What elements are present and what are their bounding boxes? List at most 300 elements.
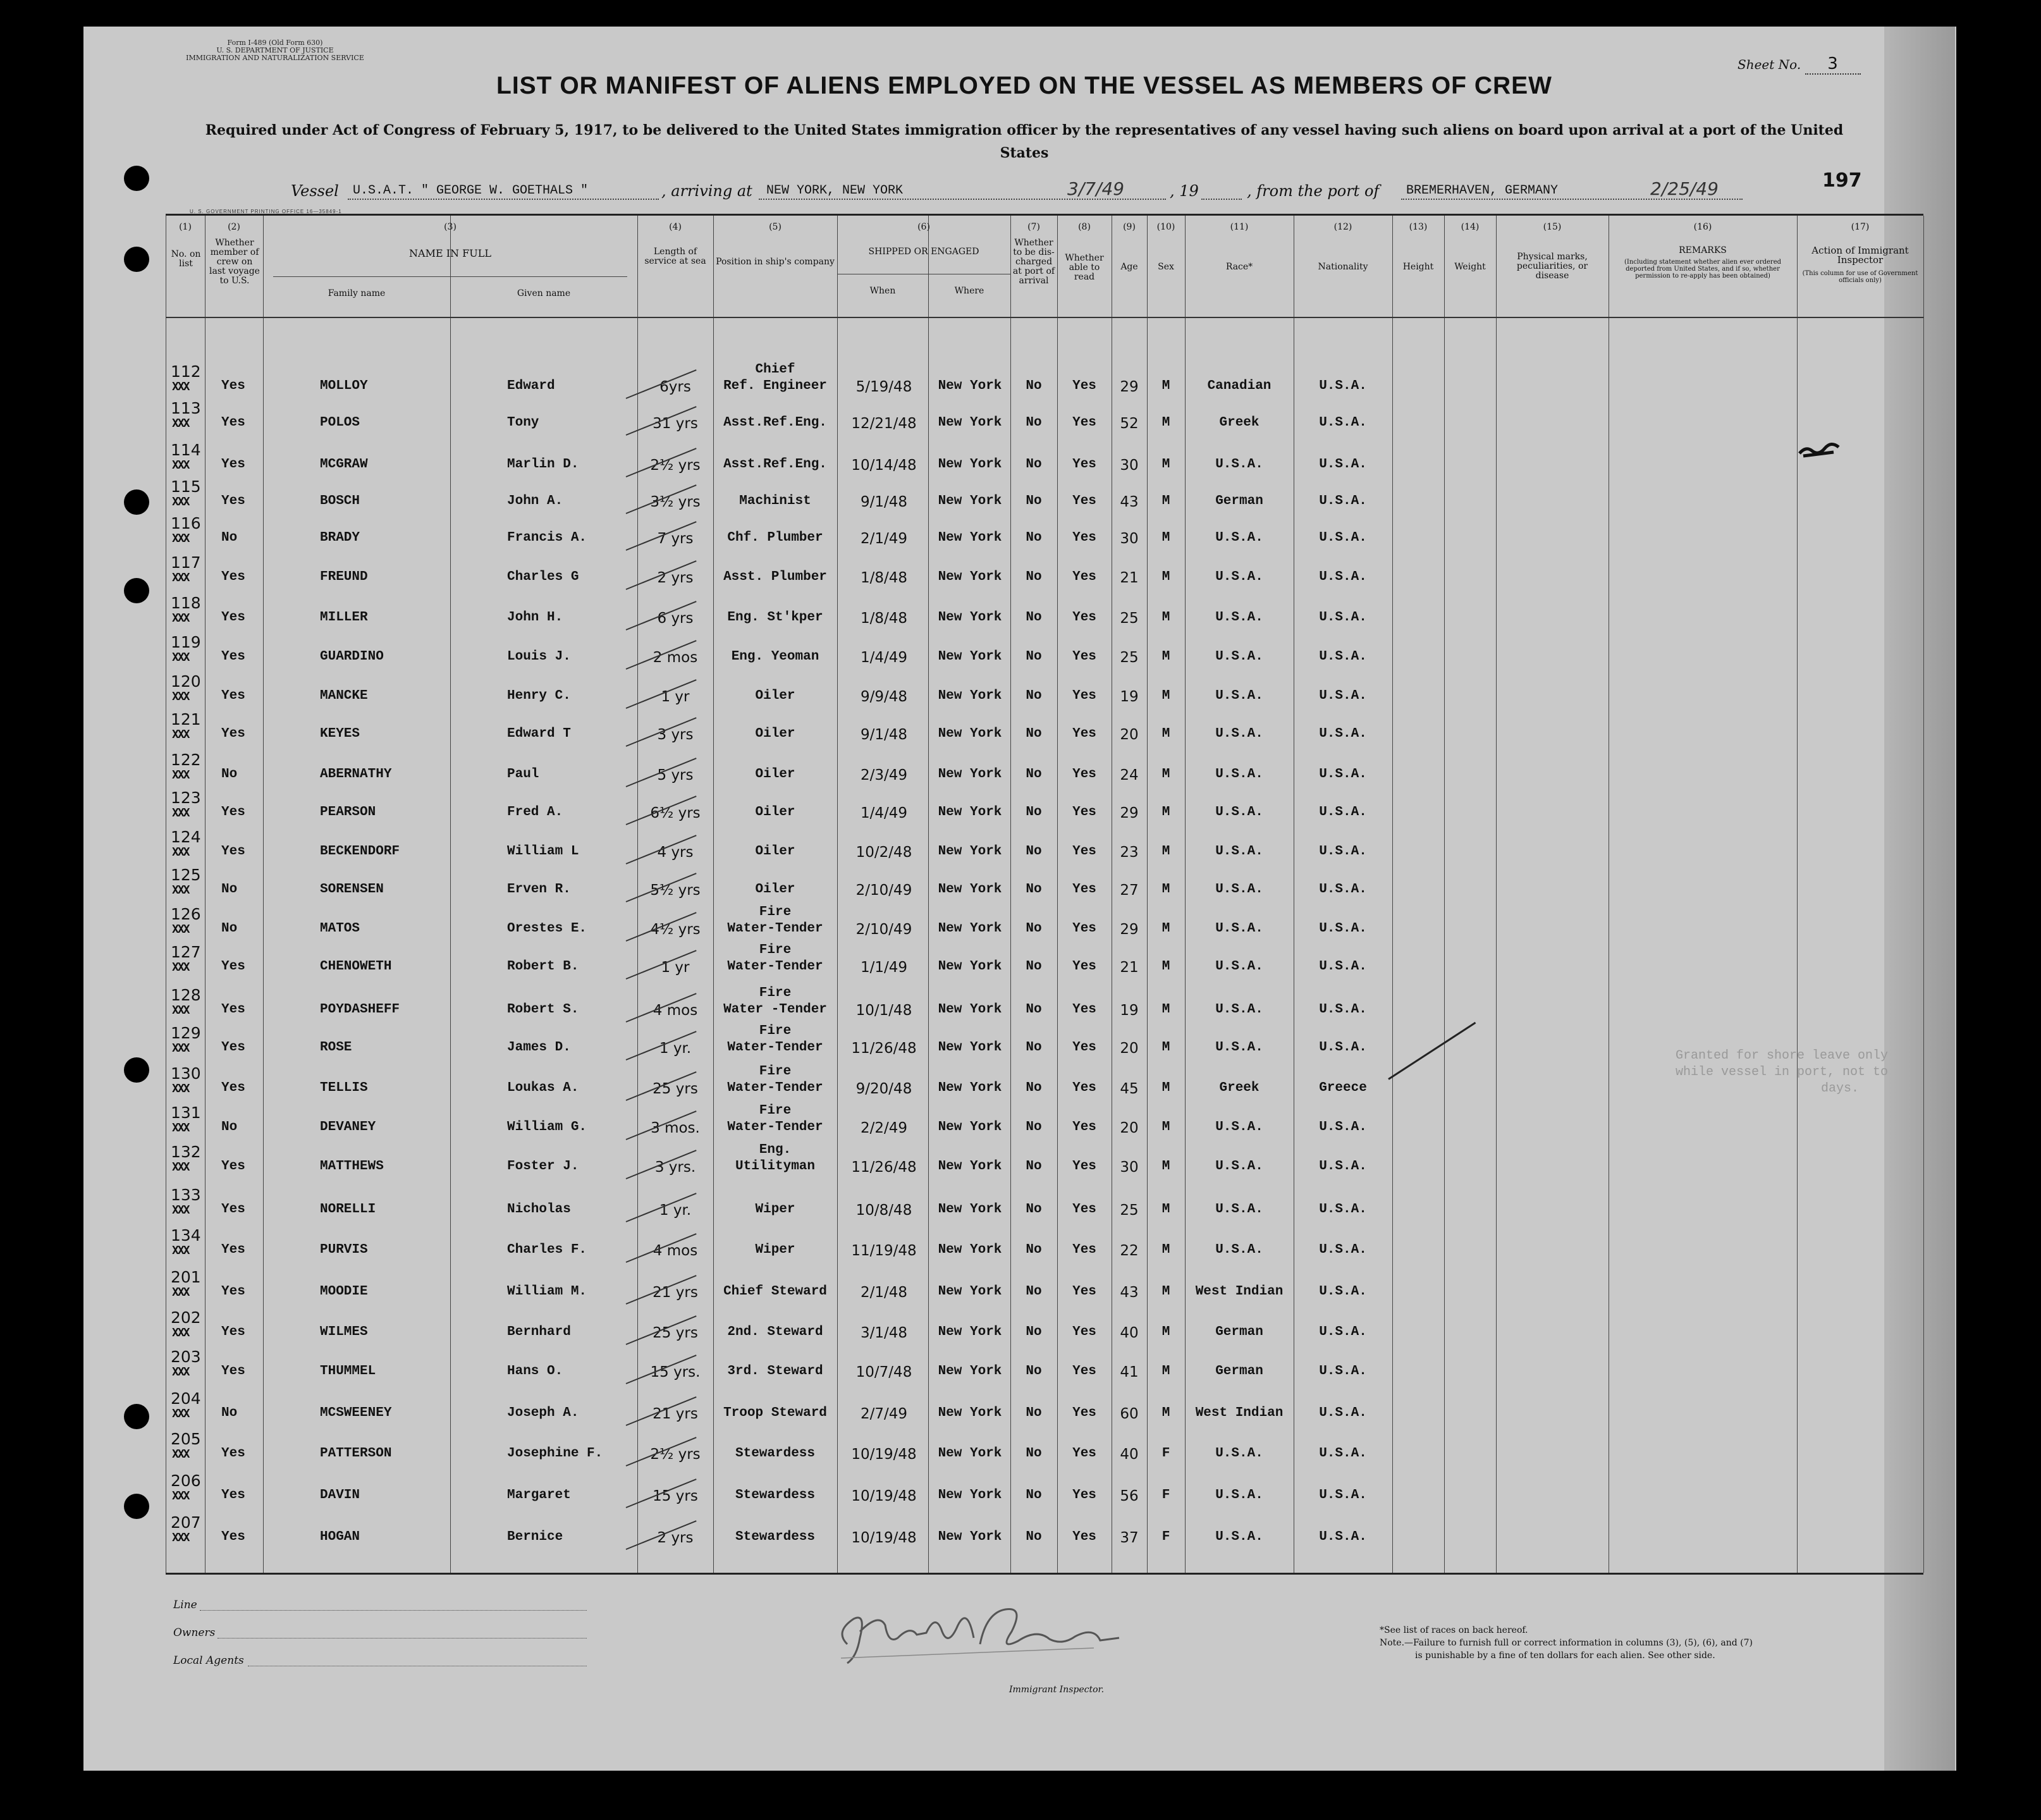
discharged-cell: No <box>1026 494 1042 508</box>
read-cell: Yes <box>1072 415 1096 430</box>
footer-notes <box>1380 1624 1753 1662</box>
length-cell: 3 yrs. <box>654 1159 696 1176</box>
given-name-cell: William M. <box>507 1284 587 1299</box>
position-cell: 3rd. Steward <box>727 1364 823 1379</box>
row-number: 125 <box>171 866 201 884</box>
race-cell: U.S.A. <box>1215 1488 1263 1503</box>
read-cell: Yes <box>1072 921 1096 936</box>
sex-cell: M <box>1161 727 1170 741</box>
position-cell: Wiper <box>755 1202 795 1217</box>
race-cell: U.S.A. <box>1215 882 1263 897</box>
given-name-cell: Henry C. <box>507 689 571 703</box>
length-cell: 21 yrs <box>653 1284 698 1301</box>
read-cell: Yes <box>1072 457 1096 472</box>
penalty-note: Note.—Failure to furnish full or correct information in columns (3), (5), (6), and (7) <box>1380 1638 1753 1648</box>
age-cell: 29 <box>1120 379 1139 395</box>
col-num-17: (17) <box>1851 222 1870 232</box>
race-note: *See list of races on back hereof. <box>1380 1625 1528 1635</box>
read-cell: Yes <box>1072 1406 1096 1420</box>
race-cell: German <box>1215 494 1263 508</box>
age-cell: 19 <box>1120 689 1139 705</box>
read-cell: Yes <box>1072 1040 1096 1055</box>
discharged-cell: No <box>1026 1243 1042 1257</box>
sex-cell: M <box>1161 1040 1170 1055</box>
race-cell: U.S.A. <box>1215 1040 1263 1055</box>
column-rule <box>1444 216 1445 1573</box>
sex-cell: M <box>1161 379 1170 393</box>
vessel-name: U.S.A.T. " GEORGE W. GOETHALS " <box>353 183 589 198</box>
struck-number-mark: XXX <box>172 690 189 703</box>
sheet-value: 3 <box>1805 54 1861 75</box>
age-cell: 20 <box>1120 1120 1139 1136</box>
header-sex: Sex <box>1158 262 1174 272</box>
struck-number-mark: XXX <box>172 651 189 664</box>
sex-cell: M <box>1161 882 1170 897</box>
local-agents-label: Local Agents <box>173 1654 244 1667</box>
line-field <box>200 1610 587 1611</box>
family-name-cell: MCGRAW <box>320 457 368 472</box>
header-family-name: Family name <box>328 288 386 298</box>
voyage-cell: Yes <box>221 689 245 703</box>
read-cell: Yes <box>1072 1159 1096 1174</box>
position-cell: Asst.Ref.Eng. <box>723 415 827 430</box>
race-cell: Greek <box>1219 415 1260 430</box>
family-name-cell: NORELLI <box>320 1202 376 1217</box>
nationality-cell: U.S.A. <box>1319 844 1367 859</box>
line-label: Line <box>173 1599 197 1611</box>
length-cell: 3½ yrs <box>650 494 701 510</box>
where-cell: New York <box>938 1364 1002 1379</box>
voyage-cell: Yes <box>221 1202 245 1217</box>
form-identifier <box>171 39 379 62</box>
struck-number-mark: XXX <box>172 768 189 782</box>
nationality-cell: U.S.A. <box>1319 1530 1367 1544</box>
departure-date: 2/25/49 <box>1650 178 1719 199</box>
col-num-2: (2) <box>228 222 240 232</box>
position-line-1: Fire <box>759 1064 792 1079</box>
where-cell: New York <box>938 1159 1002 1174</box>
row-number: 118 <box>171 594 201 612</box>
family-name-cell: MOLLOY <box>320 379 368 393</box>
col-num-7: (7) <box>1027 222 1040 232</box>
where-cell: New York <box>938 1325 1002 1339</box>
header-remarks-note: (Including statement whether alien ever ordered deported from United States, and if so, whether permission to re-apply has been obtained) <box>1624 259 1782 280</box>
family-name-cell: BECKENDORF <box>320 844 400 859</box>
length-cell: 25 yrs <box>653 1081 698 1097</box>
when-cell: 1/4/49 <box>860 649 908 666</box>
race-cell: U.S.A. <box>1215 959 1263 974</box>
struck-number-mark: XXX <box>172 728 189 741</box>
race-cell: German <box>1215 1325 1263 1339</box>
sex-cell: M <box>1161 1284 1170 1299</box>
age-cell: 29 <box>1120 921 1139 938</box>
voyage-cell: Yes <box>221 494 245 508</box>
when-cell: 1/4/49 <box>860 805 908 821</box>
read-cell: Yes <box>1072 649 1096 664</box>
sex-cell: M <box>1161 1120 1170 1134</box>
column-rule <box>263 216 264 1573</box>
length-cell: 25 yrs <box>653 1325 698 1341</box>
struck-number-mark: XXX <box>172 417 189 430</box>
discharged-cell: No <box>1026 610 1042 625</box>
age-cell: 22 <box>1120 1243 1139 1259</box>
when-cell: 9/9/48 <box>860 689 908 705</box>
voyage-cell: Yes <box>221 1364 245 1379</box>
length-cell: 1 yr. <box>659 1202 692 1219</box>
arriving-label: , arriving at <box>661 182 752 200</box>
col-num-10: (10) <box>1156 222 1175 232</box>
position-cell: Water-Tender <box>727 1081 823 1095</box>
row-number: 134 <box>171 1226 201 1245</box>
sex-cell: M <box>1161 959 1170 974</box>
punch-hole <box>124 489 149 515</box>
sex-cell: M <box>1161 1364 1170 1379</box>
vessel-label: Vessel <box>291 182 339 200</box>
sex-cell: M <box>1161 844 1170 859</box>
nationality-cell: U.S.A. <box>1319 1040 1367 1055</box>
read-cell: Yes <box>1072 1530 1096 1544</box>
age-cell: 41 <box>1120 1364 1139 1380</box>
age-cell: 24 <box>1120 767 1139 784</box>
discharged-cell: No <box>1026 1081 1042 1095</box>
header-last-voyage: Whether member of crew on last voyage to U.S. <box>209 238 260 286</box>
year-label: , 19 <box>1170 182 1199 200</box>
row-number: 207 <box>171 1513 201 1532</box>
column-rule <box>1392 216 1393 1573</box>
read-cell: Yes <box>1072 494 1096 508</box>
when-cell: 1/8/48 <box>860 610 908 627</box>
header-where: Where <box>954 286 984 296</box>
voyage-cell: Yes <box>221 610 245 625</box>
header-given-name: Given name <box>517 288 571 298</box>
where-cell: New York <box>938 379 1002 393</box>
struck-number-mark: XXX <box>172 845 189 859</box>
length-cell: 3 mos. <box>651 1120 700 1136</box>
printing-office-line: U. S. GOVERNMENT PRINTING OFFICE 16—35849-1 <box>190 209 342 214</box>
nationality-cell: U.S.A. <box>1319 457 1367 472</box>
voyage-cell: Yes <box>221 570 245 584</box>
read-cell: Yes <box>1072 570 1096 584</box>
vessel-info-line <box>291 178 1884 204</box>
when-cell: 10/1/48 <box>855 1002 912 1019</box>
voyage-cell: No <box>221 767 238 782</box>
col-num-9: (9) <box>1123 222 1136 232</box>
row-number: 206 <box>171 1472 201 1490</box>
column-rule <box>1923 216 1924 1573</box>
sex-cell: M <box>1161 1406 1170 1420</box>
position-cell: Water-Tender <box>727 1040 823 1055</box>
row-number: 129 <box>171 1024 201 1042</box>
document-subtitle: Required under Act of Congress of February 5, 1917, to be delivered to the United States immigration officer by the representatives of any vessel having such aliens on board upon arrival at a port of the United States <box>205 122 1844 161</box>
header-age: Age <box>1120 262 1138 272</box>
length-cell: 7 yrs <box>657 531 694 547</box>
when-cell: 2/10/49 <box>855 921 912 938</box>
age-cell: 25 <box>1120 649 1139 666</box>
sex-cell: F <box>1161 1488 1170 1503</box>
column-rule <box>1797 216 1798 1573</box>
where-cell: New York <box>938 727 1002 741</box>
where-cell: New York <box>938 531 1002 545</box>
row-number: 204 <box>171 1389 201 1408</box>
arriving-port: NEW YORK, NEW YORK <box>766 183 904 198</box>
length-cell: 1 yr. <box>659 1040 692 1057</box>
length-cell: 6 yrs <box>657 610 694 627</box>
position-cell: Ref. Engineer <box>723 379 827 393</box>
race-cell: U.S.A. <box>1215 1446 1263 1461</box>
nationality-cell: U.S.A. <box>1319 1002 1367 1017</box>
position-cell: Oiler <box>755 882 795 897</box>
row-number: 117 <box>171 553 201 572</box>
owners-label: Owners <box>173 1626 216 1639</box>
discharged-cell: No <box>1026 805 1042 820</box>
family-name-cell: MILLER <box>320 610 368 625</box>
sex-cell: M <box>1161 1159 1170 1174</box>
nationality-cell: U.S.A. <box>1319 494 1367 508</box>
voyage-cell: Yes <box>221 1284 245 1299</box>
family-name-cell: FREUND <box>320 570 368 584</box>
race-cell: German <box>1215 1364 1263 1379</box>
where-cell: New York <box>938 570 1002 584</box>
family-name-cell: WILMES <box>320 1325 368 1339</box>
read-cell: Yes <box>1072 1202 1096 1217</box>
age-cell: 43 <box>1120 494 1139 510</box>
where-cell: New York <box>938 921 1002 936</box>
voyage-cell: Yes <box>221 415 245 430</box>
voyage-cell: No <box>221 1120 238 1134</box>
when-cell: 2/7/49 <box>860 1406 908 1422</box>
voyage-cell: No <box>221 921 238 936</box>
race-cell: U.S.A. <box>1215 570 1263 584</box>
row-number: 130 <box>171 1064 201 1083</box>
discharged-cell: No <box>1026 379 1042 393</box>
header-weight: Weight <box>1454 262 1486 272</box>
subheader-rule <box>273 276 627 277</box>
pen-slash <box>1388 1022 1476 1080</box>
header-bottom-rule <box>166 317 1923 318</box>
sex-cell: M <box>1161 689 1170 703</box>
family-name-cell: SORENSEN <box>320 882 384 897</box>
race-cell: U.S.A. <box>1215 531 1263 545</box>
discharged-cell: No <box>1026 1040 1042 1055</box>
when-cell: 10/19/48 <box>851 1530 917 1546</box>
dotted-rule <box>759 199 1166 200</box>
length-cell: 4½ yrs <box>650 921 701 938</box>
where-cell: New York <box>938 1040 1002 1055</box>
nationality-cell: U.S.A. <box>1319 882 1367 897</box>
when-cell: 1/1/49 <box>860 959 908 976</box>
family-name-cell: GUARDINO <box>320 649 384 664</box>
given-name-cell: Josephine F. <box>507 1446 603 1461</box>
row-number: 202 <box>171 1308 201 1327</box>
sex-cell: M <box>1161 570 1170 584</box>
when-cell: 10/19/48 <box>851 1446 917 1463</box>
header-discharged: Whether to be dis-charged at port of arrival <box>1012 238 1055 286</box>
header-when: When <box>869 286 896 296</box>
row-number: 126 <box>171 905 201 923</box>
given-name-cell: James D. <box>507 1040 571 1055</box>
family-name-cell: DEVANEY <box>320 1120 376 1134</box>
struck-number-mark: XXX <box>172 1160 189 1174</box>
age-cell: 52 <box>1120 415 1139 432</box>
position-cell: Troop Steward <box>723 1406 827 1420</box>
col-num-8: (8) <box>1078 222 1091 232</box>
family-name-cell: PATTERSON <box>320 1446 392 1461</box>
struck-number-mark: XXX <box>172 883 189 897</box>
voyage-cell: No <box>221 882 238 897</box>
struck-number-mark: XXX <box>172 1407 189 1420</box>
where-cell: New York <box>938 1406 1002 1420</box>
family-name-cell: MCSWEENEY <box>320 1406 392 1420</box>
where-cell: New York <box>938 415 1002 430</box>
position-cell: Water -Tender <box>723 1002 827 1017</box>
position-cell: Water-Tender <box>727 959 823 974</box>
nationality-cell: U.S.A. <box>1319 570 1367 584</box>
when-cell: 2/1/48 <box>860 1284 908 1301</box>
where-cell: New York <box>938 1243 1002 1257</box>
row-number: 205 <box>171 1430 201 1448</box>
given-name-cell: Charles G <box>507 570 579 584</box>
nationality-cell: U.S.A. <box>1319 959 1367 974</box>
given-name-cell: Marlin D. <box>507 457 579 472</box>
voyage-cell: Yes <box>221 1159 245 1174</box>
when-cell: 2/3/49 <box>860 767 908 784</box>
where-cell: New York <box>938 1120 1002 1134</box>
length-cell: 3 yrs <box>657 727 694 743</box>
sex-cell: F <box>1161 1530 1170 1544</box>
read-cell: Yes <box>1072 767 1096 782</box>
struck-number-mark: XXX <box>172 1286 189 1299</box>
where-cell: New York <box>938 649 1002 664</box>
discharged-cell: No <box>1026 1446 1042 1461</box>
row-number: 122 <box>171 751 201 769</box>
read-cell: Yes <box>1072 1446 1096 1461</box>
given-name-cell: Bernhard <box>507 1325 571 1339</box>
position-cell: Eng. Yeoman <box>731 649 819 664</box>
read-cell: Yes <box>1072 610 1096 625</box>
service: IMMIGRATION AND NATURALIZATION SERVICE <box>186 54 364 62</box>
length-cell: 6yrs <box>659 379 691 395</box>
family-name-cell: THUMMEL <box>320 1364 376 1379</box>
race-cell: U.S.A. <box>1215 1243 1263 1257</box>
given-name-cell: Charles F. <box>507 1243 587 1257</box>
position-line-1: Fire <box>759 905 792 919</box>
shore-leave-stamp <box>1676 1048 1888 1097</box>
row-number: 112 <box>171 362 201 381</box>
length-cell: 15 yrs <box>653 1488 698 1504</box>
voyage-cell: Yes <box>221 1446 245 1461</box>
discharged-cell: No <box>1026 882 1042 897</box>
col-num-3: (3) <box>444 222 457 232</box>
length-cell: 5 yrs <box>657 767 694 784</box>
position-cell: Oiler <box>755 727 795 741</box>
race-cell: U.S.A. <box>1215 1159 1263 1174</box>
struck-number-mark: XXX <box>172 806 189 820</box>
given-name-cell: Orestes E. <box>507 921 587 936</box>
position-line-1: Fire <box>759 986 792 1000</box>
nationality-cell: U.S.A. <box>1319 689 1367 703</box>
when-cell: 5/19/48 <box>855 379 912 395</box>
sex-cell: M <box>1161 805 1170 820</box>
family-name-cell: BOSCH <box>320 494 360 508</box>
family-name-cell: POLOS <box>320 415 360 430</box>
length-cell: 4 yrs <box>657 844 694 861</box>
read-cell: Yes <box>1072 727 1096 741</box>
length-cell: 2 mos <box>653 649 698 666</box>
header-able-read: Whether able to read <box>1065 253 1104 282</box>
nationality-cell: U.S.A. <box>1319 727 1367 741</box>
sex-cell: M <box>1161 767 1170 782</box>
family-name-cell: POYDASHEFF <box>320 1002 400 1017</box>
discharged-cell: No <box>1026 1120 1042 1134</box>
column-rule <box>450 216 451 1573</box>
read-cell: Yes <box>1072 1081 1096 1095</box>
where-cell: New York <box>938 1530 1002 1544</box>
page-number: 197 <box>1822 169 1862 192</box>
read-cell: Yes <box>1072 1243 1096 1257</box>
given-name-cell: Margaret <box>507 1488 571 1503</box>
row-number: 119 <box>171 633 201 651</box>
sex-cell: M <box>1161 1002 1170 1017</box>
length-cell: 15 yrs. <box>650 1364 701 1380</box>
sex-cell: M <box>1161 1325 1170 1339</box>
col-num-14: (14) <box>1461 222 1480 232</box>
position-cell: Chief Steward <box>723 1284 827 1299</box>
given-name-cell: Francis A. <box>507 531 587 545</box>
stamp-line: days. <box>1821 1081 1860 1096</box>
discharged-cell: No <box>1026 1406 1042 1420</box>
when-cell: 11/19/48 <box>851 1243 917 1259</box>
when-cell: 11/26/48 <box>851 1040 917 1057</box>
where-cell: New York <box>938 844 1002 859</box>
sex-cell: M <box>1161 415 1170 430</box>
sex-cell: M <box>1161 610 1170 625</box>
sex-cell: M <box>1161 1202 1170 1217</box>
given-name-cell: Edward T <box>507 727 571 741</box>
nationality-cell: Greece <box>1319 1081 1367 1095</box>
inspector-signature <box>822 1587 1138 1682</box>
read-cell: Yes <box>1072 882 1096 897</box>
given-name-cell: William G. <box>507 1120 587 1134</box>
family-name-cell: ABERNATHY <box>320 767 392 782</box>
position-cell: Asst.Ref.Eng. <box>723 457 827 472</box>
given-name-cell: William L <box>507 844 579 859</box>
when-cell: 9/1/48 <box>860 494 908 510</box>
from-label: , from the port of <box>1247 182 1380 200</box>
race-cell: U.S.A. <box>1215 457 1263 472</box>
col-num-13: (13) <box>1409 222 1428 232</box>
nationality-cell: U.S.A. <box>1319 1120 1367 1134</box>
when-cell: 10/8/48 <box>855 1202 912 1219</box>
voyage-cell: Yes <box>221 1040 245 1055</box>
position-line-1: Fire <box>759 1104 792 1118</box>
col-num-15: (15) <box>1543 222 1562 232</box>
length-cell: 2½ yrs <box>650 457 701 474</box>
when-cell: 10/7/48 <box>855 1364 912 1380</box>
race-cell: U.S.A. <box>1215 649 1263 664</box>
sex-cell: M <box>1161 457 1170 472</box>
header-shipped-engaged: SHIPPED OR ENGAGED <box>868 247 979 257</box>
nationality-cell: U.S.A. <box>1319 649 1367 664</box>
given-name-cell: Paul <box>507 767 539 782</box>
punch-hole <box>124 1494 149 1519</box>
struck-number-mark: XXX <box>172 923 189 936</box>
race-cell: West Indian <box>1195 1406 1284 1420</box>
discharged-cell: No <box>1026 457 1042 472</box>
position-cell: Stewardess <box>735 1488 816 1503</box>
col-num-1: (1) <box>179 222 192 232</box>
age-cell: 29 <box>1120 805 1139 821</box>
header-remarks: REMARKS <box>1679 245 1727 255</box>
